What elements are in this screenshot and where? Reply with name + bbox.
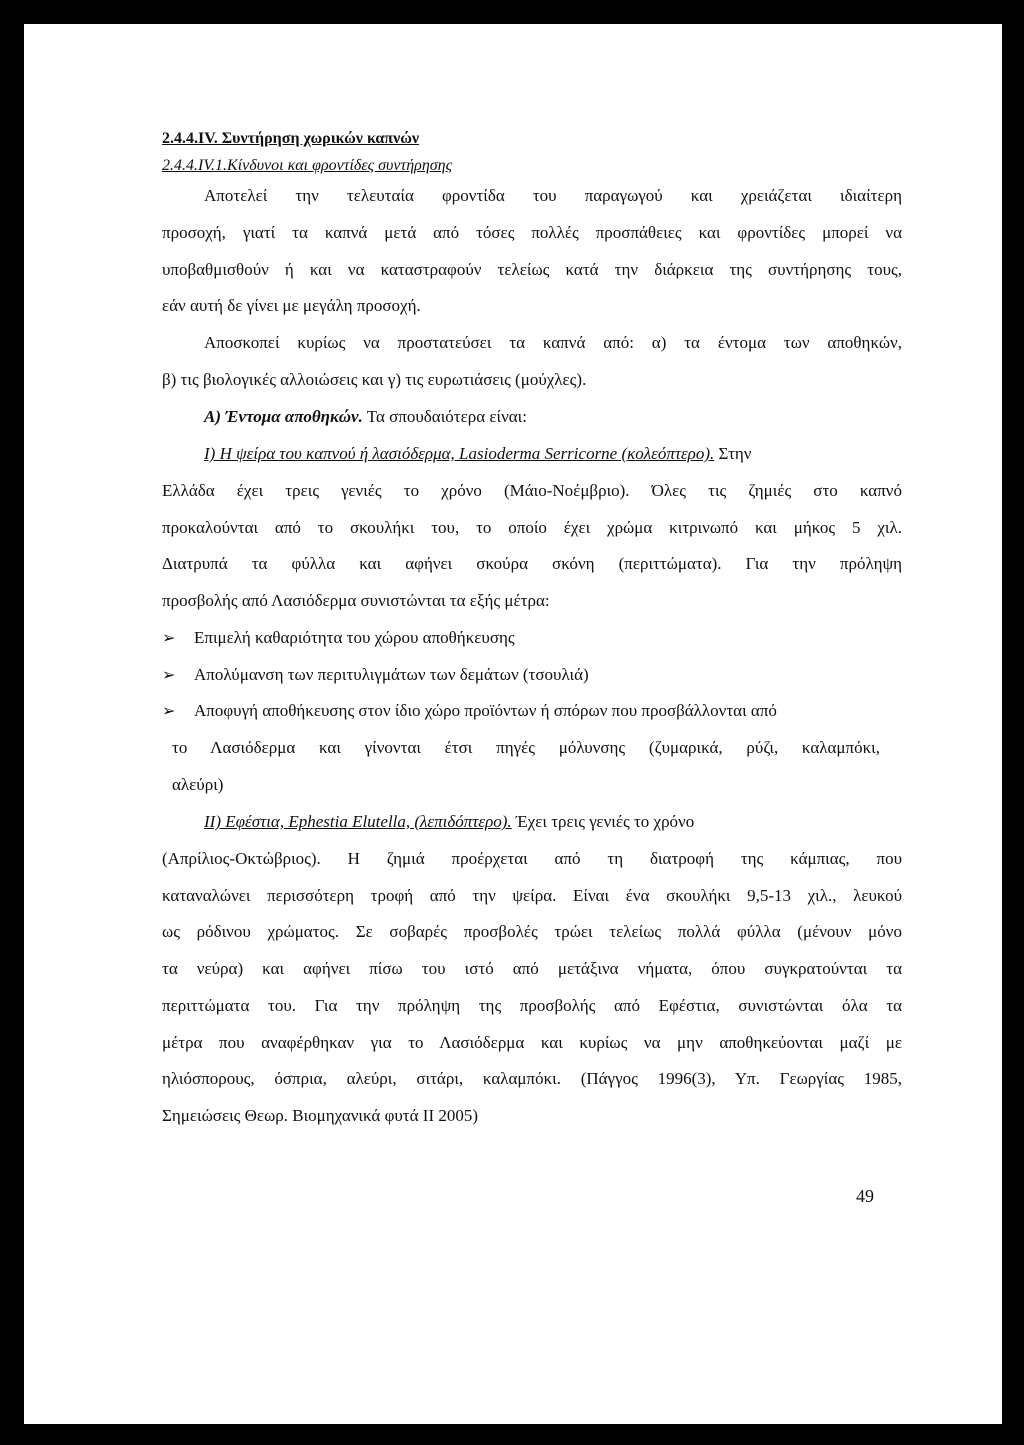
insect2-line-3: καταναλώνει περισσότερη τροφή από την ψείρα. Είναι ένα σκουλήκι 9,5-13 χιλ., λευκού xyxy=(162,886,902,905)
bullet-text-3: Αποφυγή αποθήκευσης στον ίδιο χώρο προϊόντων ή σπόρων που προσβάλλονται από xyxy=(194,701,777,720)
section-heading: 2.4.4.IV. Συντήρηση χωρικών καπνών xyxy=(162,130,420,147)
insect2-line-7: μέτρα που αναφέρθηκαν για το Λασιόδερμα και κυρίως να μην αποθηκεύονται μαζί με xyxy=(162,1033,902,1052)
insect2-text-start: Έχει τρεις γενιές το χρόνο xyxy=(511,812,695,831)
arrow-bullet-icon: ➢ xyxy=(162,665,176,684)
bullet-text-2: Απολύμανση των περιτυλιγμάτων των δεμάτων (τσουλιά) xyxy=(194,665,589,684)
bullet3-cont-line-1: το Λασιόδερμα και γίνονται έτσι πηγές μόλυνσης (ζυμαρικά, ρύζι, καλαμπόκι, xyxy=(172,738,880,757)
arrow-bullet-icon: ➢ xyxy=(162,628,176,647)
para2-line-1: Αποσκοπεί κυρίως να προστατεύσει τα καπνά από: α) τα έντομα των αποθηκών, xyxy=(204,333,902,352)
bullet-item-2 xyxy=(162,665,902,685)
section-a-rest: Τα σπουδαιότερα είναι: xyxy=(362,407,527,426)
insect2-line-4: ως ρόδινου χρώματος. Σε σοβαρές προσβολές τρώει τελείως πολλά φύλλα (μένουν μόνο xyxy=(162,922,902,941)
bullet3-cont-line-2: αλεύρι) xyxy=(172,775,224,794)
insect2-line-1 xyxy=(204,812,902,832)
insect2-line-9: Σημειώσεις Θεωρ. Βιομηχανικά φυτά ΙΙ 2005) xyxy=(162,1106,479,1125)
para2-line-2: β) τις βιολογικές αλλοιώσεις και γ) τις ευρωτιάσεις (μούχλες). xyxy=(162,370,587,389)
bullet-item-3 xyxy=(162,701,902,721)
insect1-line-5: προσβολής από Λασιόδερμα συνιστώνται τα εξής μέτρα: xyxy=(162,591,550,610)
insect1-line-2: Ελλάδα έχει τρεις γενιές το χρόνο (Μάιο-Νοέμβριο). Όλες τις ζημιές στο καπνό xyxy=(162,481,902,500)
insect1-line-4: Διατρυπά τα φύλλα και αφήνει σκούρα σκόνη (περιττώματα). Για την πρόληψη xyxy=(162,554,902,573)
insect2-name: ΙΙ) Εφέστια, Ephestia Elutella, (λεπιδόπτερο). xyxy=(204,812,512,831)
para1-line-3: υποβαθμισθούν ή και να καταστραφούν τελείως κατά την διάρκεια της συντήρησης τους, xyxy=(162,260,902,279)
section-a xyxy=(204,407,902,427)
insect2-line-5: τα νεύρα) και αφήνει πίσω του ιστό από μετάξινα νήματα, όπου συγκρατούνται τα xyxy=(162,959,902,978)
insect2-line-6: περιττώματα του. Για την πρόληψη της προσβολής από Εφέστια, συνιστώνται όλα τα xyxy=(162,996,902,1015)
bullet-item-1 xyxy=(162,628,902,648)
page-number: 49 xyxy=(856,1186,874,1206)
bullet-text-1: Επιμελή καθαριότητα του χώρου αποθήκευσης xyxy=(194,628,515,647)
subsection-heading: 2.4.4.IV.1.Κίνδυνοι και φροντίδες συντήρησης xyxy=(162,157,453,174)
arrow-bullet-icon: ➢ xyxy=(162,701,176,720)
insect1-line-1 xyxy=(204,444,902,464)
para1-line-2: προσοχή, γιατί τα καπνά μετά από τόσες πολλές προσπάθειες και φροντίδες μπορεί να xyxy=(162,223,902,242)
para1-line-4: εάν αυτή δε γίνει με μεγάλη προσοχή. xyxy=(162,296,421,315)
para1-line-1: Αποτελεί την τελευταία φροντίδα του παραγωγού και χρειάζεται ιδιαίτερη xyxy=(204,186,902,205)
insect2-line-8: ηλιόσπορους, όσπρια, αλεύρι, σιτάρι, καλαμπόκι. (Πάγγος 1996(3), Υπ. Γεωργίας 1985, xyxy=(162,1069,902,1088)
insect1-text-start: Στην xyxy=(714,444,752,463)
insect2-line-2: (Απρίλιος-Οκτώβριος). Η ζημιά προέρχεται από τη διατροφή της κάμπιας, που xyxy=(162,849,902,868)
document-page xyxy=(24,24,1002,1424)
section-a-title: Α) Έντομα αποθηκών. xyxy=(204,407,363,426)
insect1-line-3: προκαλούνται από το σκουλήκι του, το οποίο έχει χρώμα κιτρινωπό και μήκος 5 χιλ. xyxy=(162,518,902,537)
insect1-name: Ι) Η ψείρα του καπνού ή λασιόδερμα, Lasioderma Serricorne (κολεόπτερο). xyxy=(204,444,715,463)
